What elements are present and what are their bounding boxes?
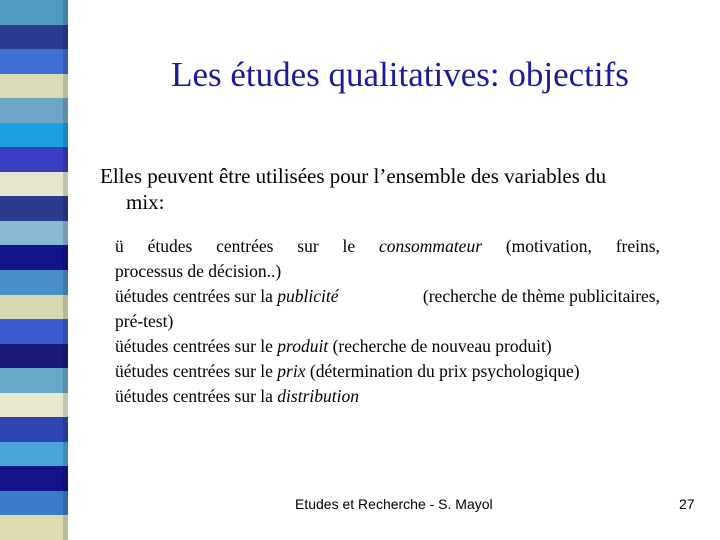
- bullet-text: études centrées sur la: [123, 286, 278, 306]
- decorative-stripe: [0, 466, 68, 491]
- bullet-text: (recherche de thème publicitaires,: [422, 286, 660, 306]
- bullet-item-distribution: [115, 384, 660, 409]
- bullet-emphasis: produit: [277, 336, 329, 356]
- stripe-shadow: [63, 0, 68, 25]
- stripe-shadow: [63, 368, 68, 393]
- stripe-shadow: [63, 245, 68, 270]
- bullet-word: le: [342, 236, 356, 256]
- decorative-stripe: [0, 368, 68, 393]
- stripe-shadow: [63, 466, 68, 491]
- bullet-list: [115, 234, 660, 409]
- bullet-item-consommateur: [115, 234, 660, 259]
- checkmark-icon: ü: [115, 236, 124, 256]
- decorative-stripe: [0, 0, 68, 25]
- stripe-shadow: [63, 221, 68, 246]
- page-number: 27: [679, 496, 695, 512]
- stripe-shadow: [63, 74, 68, 99]
- slide-footer: Etudes et Recherche - S. Mayol: [295, 496, 493, 512]
- bullet-item-publicite: [115, 284, 660, 309]
- stripe-shadow: [63, 393, 68, 418]
- stripe-shadow: [63, 49, 68, 74]
- decorative-stripe: [0, 270, 68, 295]
- checkmark-icon: ü: [115, 386, 124, 406]
- decorative-stripe: [0, 319, 68, 344]
- bullet-item-prix: [115, 359, 660, 384]
- bullet-text: (recherche de nouveau produit): [328, 336, 552, 356]
- stripe-shadow: [63, 25, 68, 50]
- stripe-shadow: [63, 196, 68, 221]
- decorative-stripe: [0, 442, 68, 467]
- stripe-shadow: [63, 319, 68, 344]
- stripe-shadow: [63, 270, 68, 295]
- slide-title: Les études qualitatives: objectifs: [171, 55, 629, 94]
- decorative-stripe: [0, 172, 68, 197]
- stripe-shadow: [63, 442, 68, 467]
- checkmark-icon: ü: [115, 286, 124, 306]
- decorative-stripe: [0, 196, 68, 221]
- bullet-text: études centrées sur le: [123, 361, 278, 381]
- bullet-word: (motivation,: [505, 236, 592, 256]
- bullet-word: freins,: [615, 236, 660, 256]
- bullet-text: (détermination du prix psychologique): [305, 361, 580, 381]
- stripe-shadow: [63, 147, 68, 172]
- stripe-shadow: [63, 515, 68, 540]
- decorative-stripe: [0, 74, 68, 99]
- bullet-item-produit: [115, 334, 660, 359]
- bullet-word: sur: [297, 236, 319, 256]
- checkmark-icon: ü: [115, 336, 124, 356]
- bullet-continuation: processus de décision..): [115, 261, 282, 281]
- stripe-shadow: [63, 123, 68, 148]
- checkmark-icon: ü: [115, 361, 124, 381]
- decorative-stripe: [0, 123, 68, 148]
- decorative-stripe: [0, 147, 68, 172]
- intro-line-2: mix:: [126, 190, 165, 214]
- decorative-stripe: [0, 393, 68, 418]
- decorative-stripe: [0, 417, 68, 442]
- bullet-word: centrées: [216, 236, 274, 256]
- stripe-shadow: [63, 344, 68, 369]
- bullet-word: études: [147, 236, 193, 256]
- bullet-continuation: pré-test): [115, 311, 174, 331]
- stripe-shadow: [63, 98, 68, 123]
- bullet-emphasis: prix: [277, 361, 306, 381]
- decorative-stripe-bar: [0, 0, 68, 540]
- bullet-text: études centrées sur la: [123, 386, 278, 406]
- decorative-stripe: [0, 98, 68, 123]
- stripe-shadow: [63, 417, 68, 442]
- bullet-emphasis: publicité: [277, 286, 339, 306]
- decorative-stripe: [0, 295, 68, 320]
- decorative-stripe: [0, 515, 68, 540]
- stripe-shadow: [63, 295, 68, 320]
- bullet-text: études centrées sur le: [123, 336, 278, 356]
- bullet-emphasis: consommateur: [378, 236, 483, 256]
- stripe-shadow: [63, 491, 68, 516]
- bullet-emphasis: distribution: [277, 386, 359, 406]
- intro-text: [100, 163, 690, 215]
- decorative-stripe: [0, 49, 68, 74]
- decorative-stripe: [0, 491, 68, 516]
- stripe-shadow: [63, 172, 68, 197]
- decorative-stripe: [0, 245, 68, 270]
- decorative-stripe: [0, 221, 68, 246]
- decorative-stripe: [0, 25, 68, 50]
- decorative-stripe: [0, 344, 68, 369]
- intro-line-1: Elles peuvent être utilisées pour l’ensemble des variables du: [100, 164, 607, 188]
